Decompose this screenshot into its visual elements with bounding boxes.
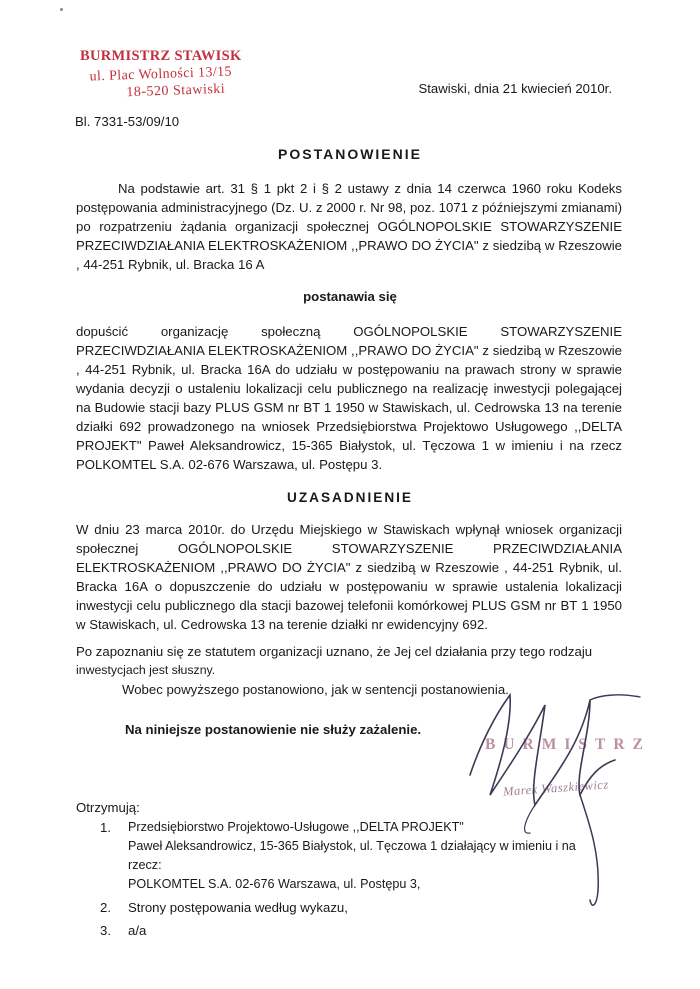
reference-number: Bl. 7331-53/09/10	[75, 114, 180, 129]
intro-paragraph: Na podstawie art. 31 § 1 pkt 2 i § 2 ustawy z dnia 14 czerwca 1960 roku Kodeks postępowania administracyjnego (Dz. U. z 2000 r. Nr 98, poz. 1071 z późniejszymi zmianami) po rozpatrzeniu żądania organizacji społecznej OGÓLNOPOLSKIE STOWARZYSZENIE PRZECIWDZIAŁANIA ELEKTROSKAŻENIOM ,,PRAWO DO ŻYCIA" z siedzibą w Rzeszowie , 44-251 Rybnik, ul. Bracka 16 A	[76, 181, 622, 272]
list-item	[100, 898, 600, 917]
document-date: Stawiski, dnia 21 kwiecień 2010r.	[418, 81, 612, 96]
statute-paragraph	[76, 642, 624, 680]
list-number: 3.	[100, 923, 111, 938]
statute-line: inwestycjach jest słuszny.	[76, 663, 216, 677]
recipient-line: a/a	[128, 923, 147, 938]
conclusion-line: Wobec powyższego postanowiono, jak w sentencji postanowienia.	[122, 682, 509, 697]
document-title: POSTANOWIENIE	[278, 146, 422, 162]
office-stamp	[80, 48, 242, 100]
list-item	[100, 921, 600, 940]
decision-paragraph: dopuścić organizację społeczną OGÓLNOPOLSKIE STOWARZYSZENIE PRZECIWDZIAŁANIA ELEKTROSKAŻENIOM ,,PRAWO DO ŻYCIA" z siedzibą w Rzeszowie , 44-251 Rybnik, ul. Bracka 16A do udziału w postępowaniu na prawach strony w sprawie wydania decyzji o ustaleniu lokalizacji celu publicznego na realizację inwestycji polegającej na Budowie stacji bazy PLUS GSM nr BT 1 1950 w Stawiskach, ul. Cedrowska 13 na terenie działki 692 prowadzonego na wniosek Przedsiębiorstwa Projektowo Usługowego ,,DELTA PROJEKT" Paweł Aleksandrowicz, 15-365 Białystok, ul. Tęczowa 1 w imieniu i na rzecz POLKOMTEL S.A. 02-676 Warszawa, ul. Postępu 3.	[76, 324, 622, 472]
stamp-line-street: ul. Plac Wolności 13/15	[89, 64, 233, 85]
signature-stamp-title: BURMISTRZ	[485, 736, 651, 753]
recipient-line: Przedsiębiorstwo Projektowo-Usługowe ,,DELTA PROJEKT"	[128, 820, 464, 834]
recipients-list	[100, 818, 600, 944]
recipient-line: Strony postępowania według wykazu,	[128, 900, 348, 915]
recipients-heading: Otrzymują:	[76, 800, 140, 815]
recipient-line: Paweł Aleksandrowicz, 15-365 Białystok, ul. Tęczowa 1 działający w imieniu i na rzecz:	[128, 839, 576, 872]
stamp-line-postcode: 18-520 Stawiski	[126, 81, 226, 101]
scan-speck	[60, 8, 63, 11]
no-appeal-notice: Na niniejsze postanowienie nie służy zażalenie.	[125, 722, 422, 737]
list-item	[100, 818, 600, 894]
list-number: 1.	[100, 820, 111, 835]
signature-stamp-name: Marek Waszkiewicz	[502, 777, 610, 799]
decision-heading: postanawia się	[303, 289, 397, 304]
list-number: 2.	[100, 900, 111, 915]
justification-paragraph: W dniu 23 marca 2010r. do Urzędu Miejskiego w Stawiskach wpłynął wniosek organizacji społecznej OGÓLNOPOLSKIE STOWARZYSZENIE PRZECIWDZIAŁANIA ELEKTROSKAŻENIOM ,,PRAWO DO ŻYCIA" z siedzibą w Rzeszowie , 44-251 Rybnik, ul. Bracka 16A o dopuszczenie do udziału w postępowaniu w sprawie ustalenia lokalizacji inwestycji celu publicznego dla stacji bazowej telefonii komórkowej PLUS GSM nr BT 1 1950 w Stawiskach, ul. Cedrowska 13 na terenie działki nr ewidencyjny 692.	[76, 522, 622, 632]
justification-heading: UZASADNIENIE	[287, 490, 413, 505]
recipient-line: POLKOMTEL S.A. 02-676 Warszawa, ul. Postępu 3,	[128, 877, 421, 891]
stamp-line-office: BURMISTRZ STAWISK	[80, 48, 242, 64]
statute-line: Po zapoznaniu się ze statutem organizacji uznano, że Jej cel działania przy tego rodzaju	[76, 644, 593, 659]
